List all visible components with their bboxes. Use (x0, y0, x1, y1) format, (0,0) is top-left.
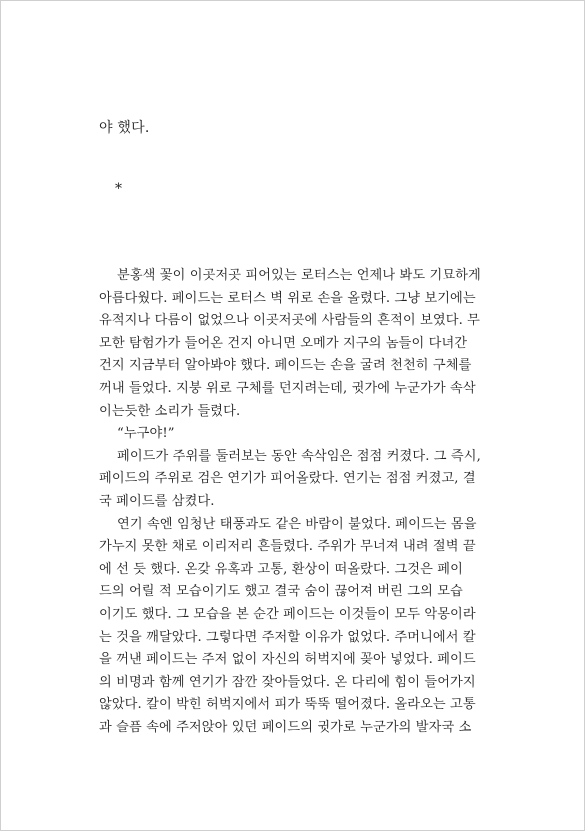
paragraph-line: 유적지나 다름이 없었으나 이곳저곳에 사람들의 흔적이 보였다. 무 (99, 313, 480, 329)
dialogue-line: “누구야!” (117, 426, 175, 442)
paragraph-line: 페이드가 주위를 둘러보는 동안 속삭임은 점점 커졌다. 그 즉시, (117, 448, 481, 464)
paragraph-line: 과 슬픔 속에 주저앉아 있던 페이드의 귓가로 누군가의 발자국 소 (99, 719, 472, 735)
paragraph-line: 이는듯한 소리가 들렸다. (99, 403, 241, 419)
section-divider: * (115, 181, 122, 197)
paragraph-line: 드의 어릴 적 모습이기도 했고 결국 숨이 끊어져 버린 그의 모습 (99, 584, 463, 600)
paragraph-line: 는 것을 깨달았다. 그렇다면 주저할 이유가 없었다. 주머니에서 칼 (99, 629, 476, 645)
paragraph-line: 국 페이드를 삼켰다. (99, 493, 215, 509)
paragraph-line: 페이드의 주위로 검은 연기가 피어올랐다. 연기는 점점 커졌고, 결 (99, 471, 476, 487)
paragraph-line: 에 선 듯 했다. 온갖 유혹과 고통, 환상이 떠올랐다. 그것은 페이 (99, 561, 463, 577)
paragraph-line: 을 꺼낸 페이드는 주저 없이 자신의 허벅지에 꽂아 넣었다. 페이드 (99, 652, 476, 668)
paragraph-line: 이기도 했다. 그 모습을 본 순간 페이드는 이것들이 모두 악몽이라 (99, 606, 476, 622)
continued-text-fragment: 야 했다. (99, 120, 150, 136)
paragraph-line: 꺼내 들었다. 지붕 위로 구체를 던지려는데, 귓가에 누군가가 속삭 (99, 380, 476, 396)
paragraph-line: 건지 지금부터 알아봐야 했다. 페이드는 손을 굴려 천천히 구체를 (99, 358, 472, 374)
story-body (99, 265, 512, 739)
paragraph-line: 연기 속엔 임청난 태풍과도 같은 바람이 불었다. 페이드는 몸을 (117, 516, 477, 532)
paragraph-line: 않았다. 칼이 박힌 허벅지에서 피가 뚝뚝 떨어졌다. 올라오는 고통 (99, 697, 476, 713)
paragraph-line: 분홍색 꽃이 이곳저곳 피어있는 로터스는 언제나 봐도 기묘하게 (117, 268, 481, 283)
paragraph-line: 아름다웠다. 페이드는 로터스 벽 위로 손을 올렸다. 그냥 보기에는 (99, 290, 476, 306)
paragraph-line: 의 비명과 함께 연기가 잠깐 잦아들었다. 온 다리에 힘이 들어가지 (99, 674, 476, 690)
paragraph-line: 가누지 못한 채로 이리저리 흔들렸다. 주위가 무너져 내려 절벽 끝 (99, 539, 476, 555)
paragraph-line: 모한 탐험가가 들어온 건지 아니면 오메가 지구의 놈들이 다녀간 (99, 335, 468, 351)
